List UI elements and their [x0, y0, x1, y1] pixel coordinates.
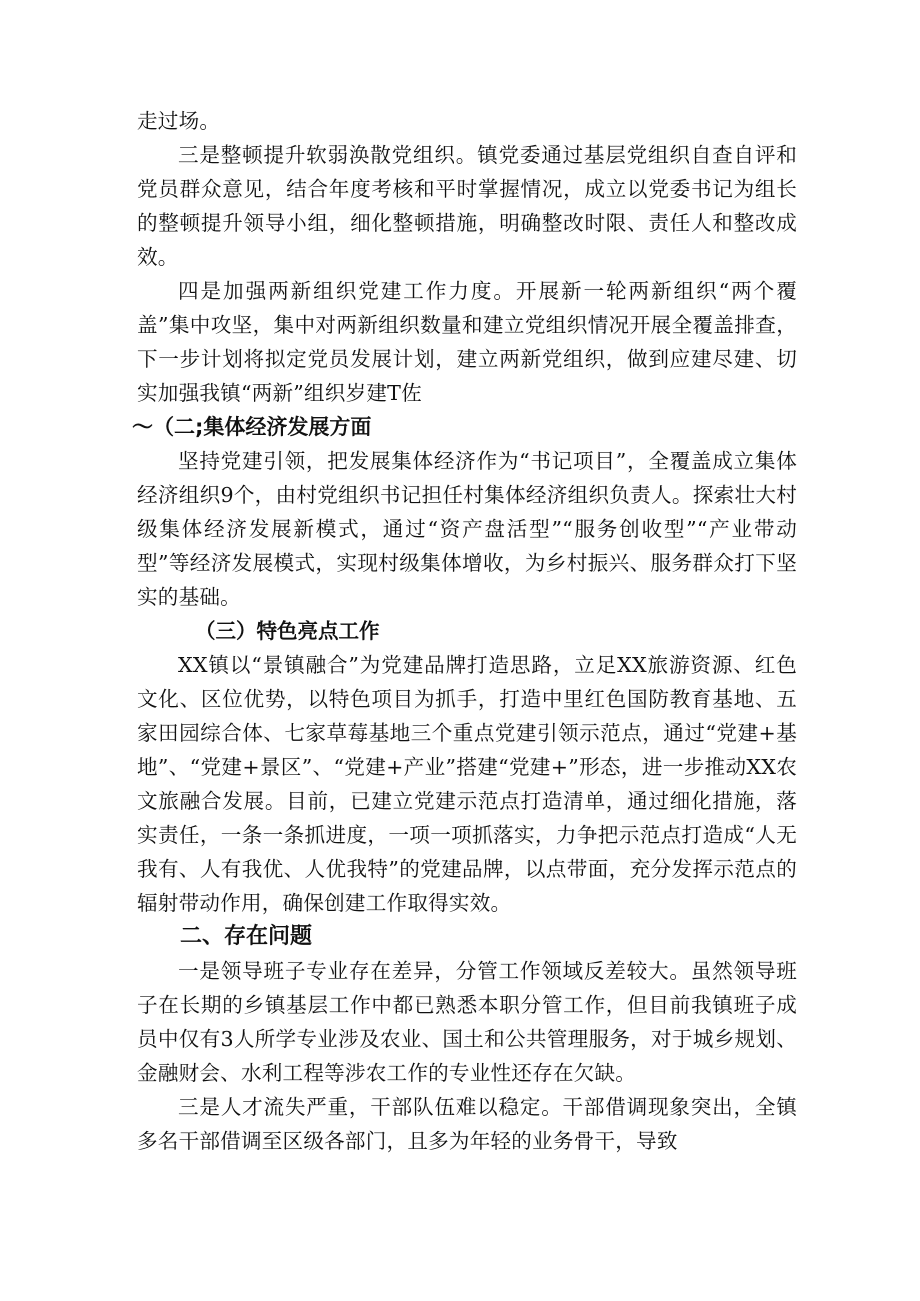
heading-existing-problems: 二、存在问题: [180, 924, 313, 949]
paragraph-continuation: 走过场。: [137, 109, 221, 133]
heading-collective-economy: 〜（二;集体经济发展方面: [132, 415, 372, 439]
paragraph-collective-economy: 坚持党建引领，把发展集体经济作为“书记项目”，全覆盖成立集体经济组织9个，由村党组织书记担任村集体经济组织负责人。探索壮大村级集体经济发展新模式，通过“资产盘活型”“服务创收型”“产业带动型”等经济发展模式，实现村级集体增收，为乡村振兴、服务群众打下坚实的基础。: [137, 449, 797, 609]
document-body: [132, 104, 797, 1158]
paragraph-leadership-expertise: 一是领导班子专业存在差异，分管工作领域反差较大。虽然领导班子在长期的乡镇基层工作中都已熟悉本职分管工作，但目前我镇班子成员中仅有3人所学专业涉及农业、国土和公共管理服务，对于城乡规划、金融财会、水利工程等涉农工作的专业性还存在欠缺。: [137, 959, 797, 1085]
heading-featured-work: （三）特色亮点工作: [195, 619, 380, 643]
paragraph-talent-loss: 三是人才流失严重，干部队伍难以稳定。干部借调现象突出，全镇多名干部借调至区级各部门，且多为年轻的业务骨干，导致: [137, 1095, 797, 1153]
paragraph-featured-work: XX镇以“景镇融合”为党建品牌打造思路，立足XX旅游资源、红色文化、区位优势，以特色项目为抓手，打造中里红色国防教育基地、五家田园综合体、七家草莓基地三个重点党建引领示范点，通过“党建+基地”、“党建+景区”、“党建+产业”搭建“党建+”形态，进一步推动XX农文旅融合发展。目前，已建立党建示范点打造清单，通过细化措施，落实责任，一条一条抓进度，一项一项抓落实，力争把示范点打造成“人无我有、人有我优、人优我特”的党建品牌，以点带面，充分发挥示范点的辐射带动作用，确保创建工作取得实效。: [137, 653, 797, 915]
paragraph-two-new-organizations: 四是加强两新组织党建工作力度。开展新一轮两新组织“两个覆盖”集中攻坚，集中对两新组织数量和建立党组织情况开展全覆盖排查，下一步计划将拟定党员发展计划，建立两新党组织，做到应建尽建、切实加强我镇“两新”组织岁建T佐: [137, 279, 797, 405]
paragraph-rectify-weak-party-orgs: 三是整顿提升软弱涣散党组织。镇党委通过基层党组织自查自评和党员群众意见，结合年度考核和平时掌握情况，成立以党委书记为组长的整顿提升领导小组，细化整顿措施，明确整改时限、责任人和整改成效。: [137, 143, 797, 269]
